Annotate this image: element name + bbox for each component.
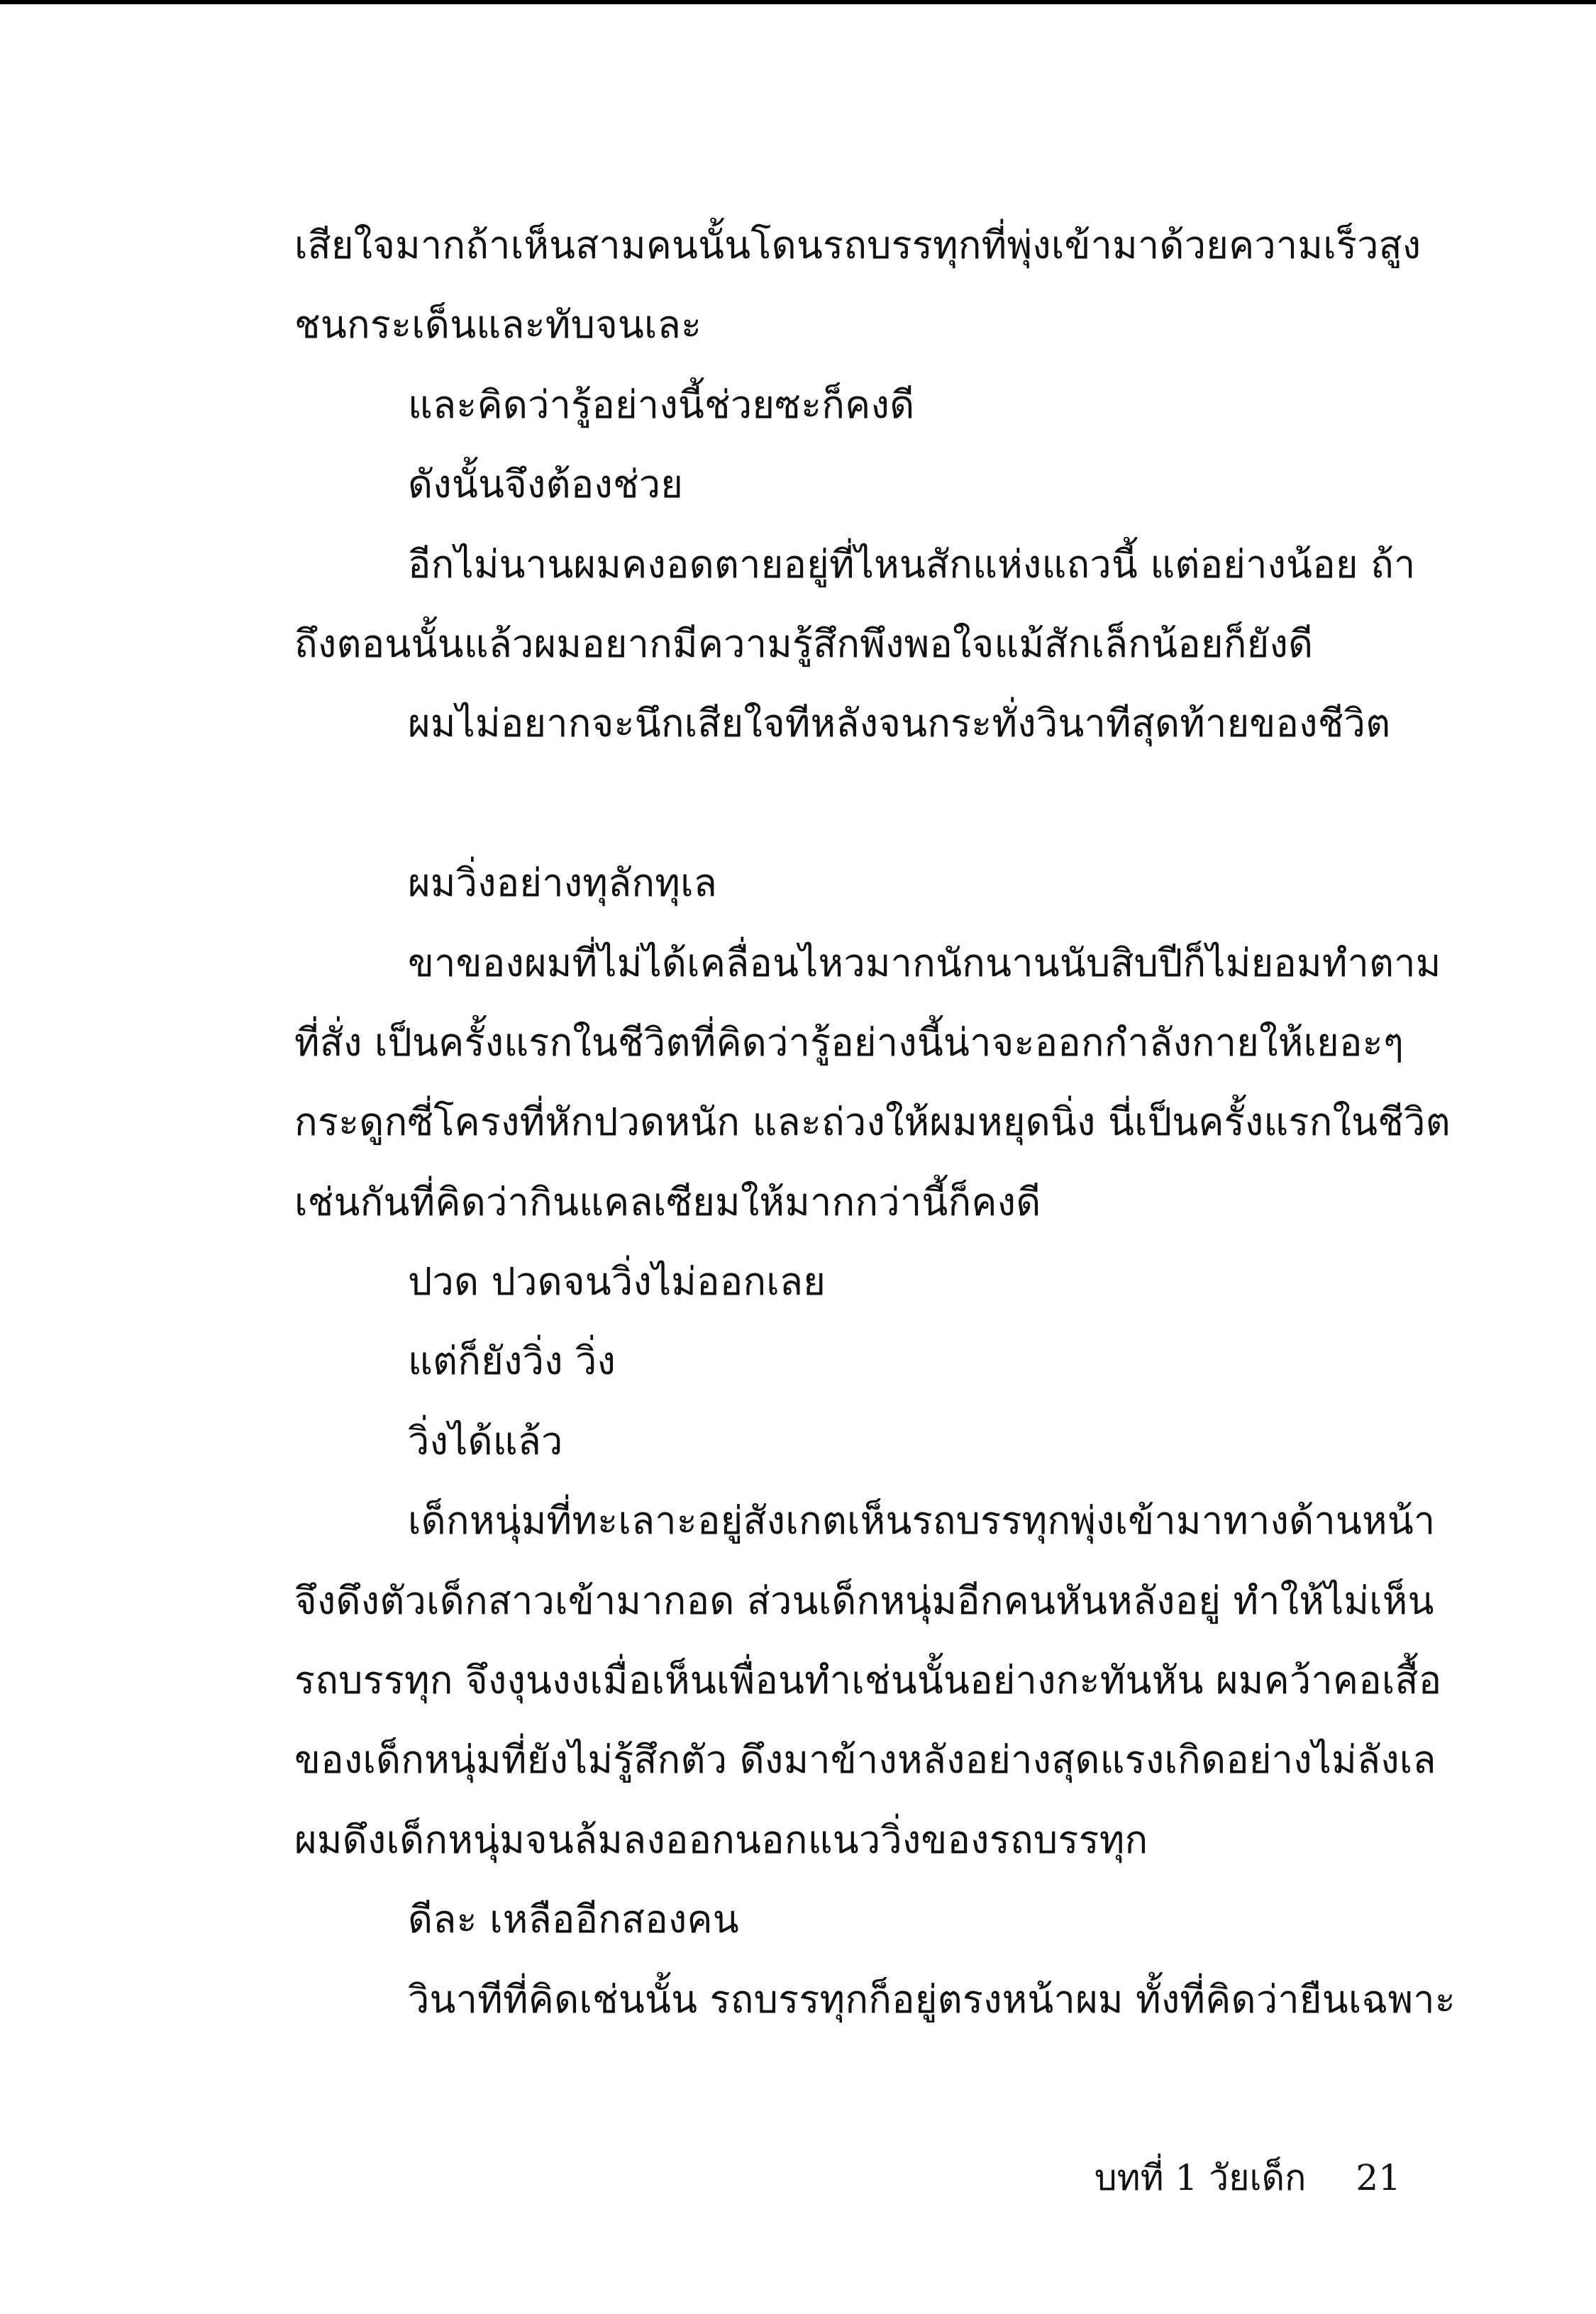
page-footer <box>1095 2149 1401 2206</box>
text-line: ที่สั่ง เป็นครั้งแรกในชีวิตที่คิดว่ารู้อย่างนี้น่าจะออกกำลังกายให้เยอะๆ <box>294 1019 1404 1065</box>
text-line: ดีละ เหลืออีกสองคน <box>408 1897 739 1942</box>
text-line: แต่ก็ยังวิ่ง วิ่ง <box>408 1339 616 1384</box>
text-line: จึงดึงตัวเด็กสาวเข้ามากอด ส่วนเด็กหนุ่มอีกคนหันหลังอยู่ ทำให้ไม่เห็น <box>294 1578 1434 1623</box>
text-line: ถึงตอนนั้นแล้วผมอยากมีความรู้สึกพึงพอใจแม้สักเล็กน้อยก็ยังดี <box>294 621 1314 666</box>
text-line: ดังนั้นจึงต้องช่วย <box>408 462 684 507</box>
text-line: เช่นกันที่คิดว่ากินแคลเซียมให้มากกว่านี้ก็คงดี <box>294 1179 1041 1224</box>
text-line: ผมดึงเด็กหนุ่มจนล้มลงออกนอกแนววิ่งของรถบรรทุก <box>294 1817 1148 1862</box>
text-line: เสียใจมากถ้าเห็นสามคนนั้นโดนรถบรรทุกที่พุ่งเข้ามาด้วยความเร็วสูง <box>294 223 1422 267</box>
text-line: รถบรรทุก จึงงุนงงเมื่อเห็นเพื่อนทำเช่นนั้นอย่างกะทันหัน ผมคว้าคอเสื้อ <box>294 1658 1442 1703</box>
text-line: กระดูกซี่โครงที่หักปวดหนัก และถ่วงให้ผมหยุดนิ่ง นี่เป็นครั้งแรกในชีวิต <box>294 1100 1451 1145</box>
text-line: ผมไม่อยากจะนึกเสียใจทีหลังจนกระทั่งวินาทีสุดท้ายของชีวิต <box>408 701 1391 746</box>
text-line: วิ่งได้แล้ว <box>408 1418 563 1463</box>
text-line: ขาของผมที่ไม่ได้เคลื่อนไหวมากนักนานนับสิบปีก็ไม่ยอมทำตาม <box>408 940 1441 985</box>
page-body <box>294 206 1456 2039</box>
text-line: ของเด็กหนุ่มที่ยังไม่รู้สึกตัว ดึงมาข้างหลังอย่างสุดแรงเกิดอย่างไม่ลังเล <box>294 1737 1436 1783</box>
chapter-title: บทที่ 1 วัยเด็ก <box>1094 2157 1307 2198</box>
paragraph-gap <box>294 764 1401 843</box>
text-line: เด็กหนุ่มที่ทะเลาะอยู่สังเกตเห็นรถบรรทุกพุ่งเข้ามาทางด้านหน้า <box>408 1498 1436 1544</box>
text-line: ชนกระเด็นและทับจนเละ <box>294 302 702 348</box>
text-line: อีกไม่นานผมคงอดตายอยู่ที่ไหนสักแห่งแถวนี้ แต่อย่างน้อย ถ้า <box>408 541 1416 587</box>
text-line: ผมวิ่งอย่างทุลักทุเล <box>408 860 718 906</box>
text-line: วินาทีที่คิดเช่นนั้น รถบรรทุกก็อยู่ตรงหน้าผม ทั้งที่คิดว่ายืนเฉพาะ <box>408 1976 1456 2022</box>
text-line: และคิดว่ารู้อย่างนี้ช่วยซะก็คงดี <box>408 382 915 427</box>
top-border <box>0 0 1596 4</box>
text-line: ปวด ปวดจนวิ่งไม่ออกเลย <box>408 1259 826 1305</box>
page-number: 21 <box>1356 2157 1401 2198</box>
